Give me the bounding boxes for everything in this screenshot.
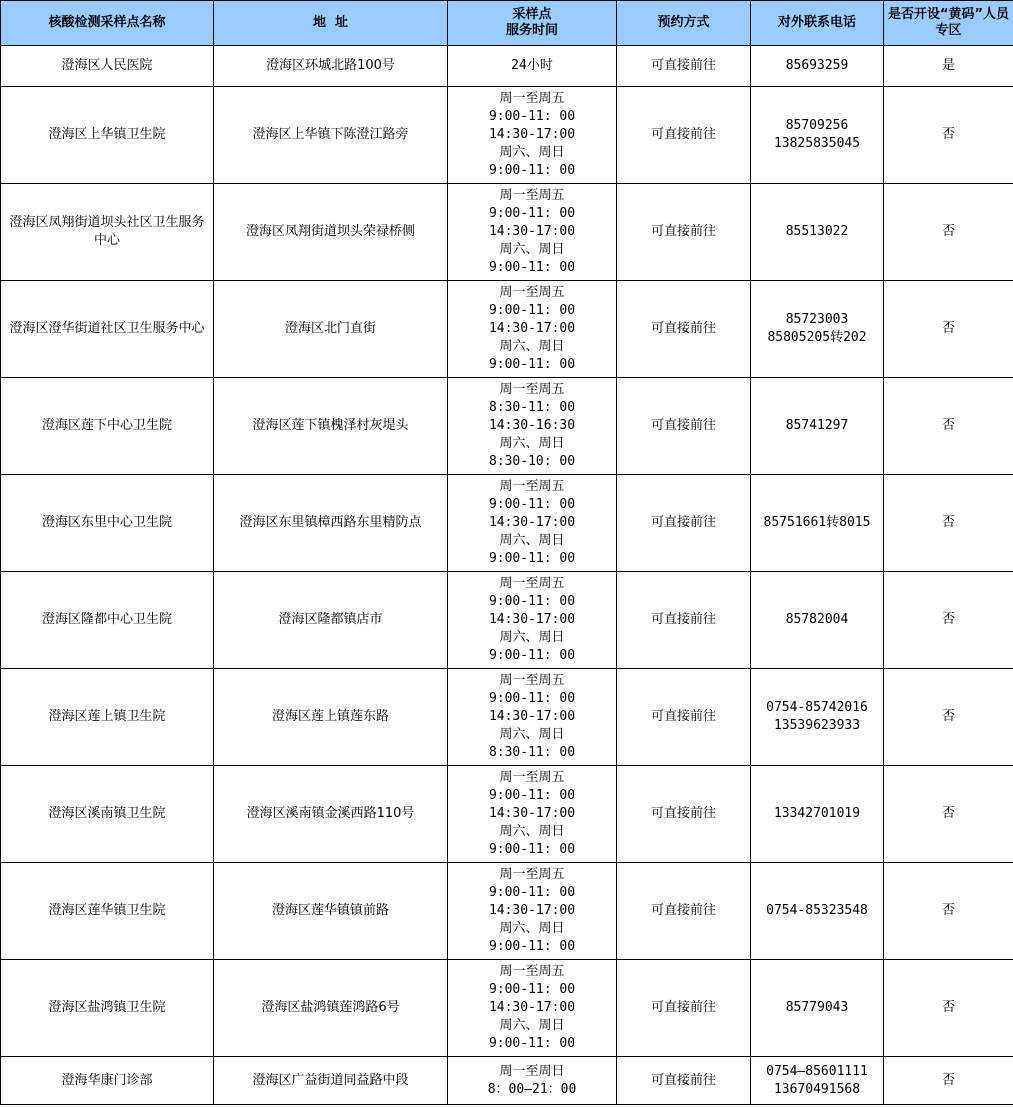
service-hours-cell [448,863,617,960]
header-address: 地 址 [214,1,448,46]
service-hours-line: 9:00-11: 00 [488,842,576,857]
table-row [1,1057,1013,1105]
header-yellow-code-zone: 是否开设“黄码”人员专区 [884,1,1013,46]
service-hours-line: 14:30-17:00 [488,806,576,821]
address-cell: 澄海区北门直街 [214,281,448,378]
table-body [1,46,1013,1105]
service-hours-line: 14:30-17:00 [488,321,576,336]
service-hours-line: 14:30-17:00 [488,903,576,918]
service-hours-line: 周一至周五 [499,867,565,882]
service-hours-line: 8:30-11: 00 [488,745,576,760]
yellow-code-zone-cell: 否 [884,378,1013,475]
service-hours-cell [448,87,617,184]
address-cell: 澄海区溪南镇金溪西路110号 [214,766,448,863]
phone-number: 85513022 [785,224,849,239]
site-name-cell: 澄海区盐鸿镇卫生院 [1,960,214,1057]
service-hours-line: 9:00-11: 00 [488,497,576,512]
service-hours-line: 9:00-11: 00 [488,109,576,124]
contact-phone-cell [751,960,884,1057]
booking-method-cell: 可直接前往 [617,378,751,475]
table-row [1,475,1013,572]
booking-method-cell: 可直接前往 [617,1057,751,1105]
address-cell: 澄海区环城北路100号 [214,46,448,87]
service-hours-cell [448,1057,617,1105]
service-hours-line: 周六、周日 [499,824,565,839]
service-hours-cell [448,46,617,87]
contact-phone-cell [751,1057,884,1105]
yellow-code-zone-cell: 否 [884,1057,1013,1105]
site-name-cell: 澄海区莲上镇卫生院 [1,669,214,766]
phone-number: 85779043 [785,1000,849,1015]
service-hours-line: 周六、周日 [499,242,565,257]
yellow-code-zone-cell: 否 [884,863,1013,960]
site-name-cell: 澄海区人民医院 [1,46,214,87]
yellow-code-zone-cell: 否 [884,572,1013,669]
header-booking-method: 预约方式 [617,1,751,46]
phone-number: 85723003 [785,312,849,327]
contact-phone-cell [751,281,884,378]
service-hours-line: 周六、周日 [499,339,565,354]
service-hours-cell [448,475,617,572]
phone-number: 85741297 [785,418,849,433]
service-hours-cell [448,572,617,669]
service-hours-line: 9:00-11: 00 [488,1036,576,1051]
phone-number: 0754-85742016 [766,700,868,715]
service-hours-line: 9:00-11: 00 [488,691,576,706]
table-row [1,766,1013,863]
header-site-name: 核酸检测采样点名称 [1,1,214,46]
yellow-code-zone-cell: 否 [884,669,1013,766]
phone-number: 0754-85323548 [766,903,868,918]
service-hours-line: 周一至周五 [499,770,565,785]
service-hours-cell [448,378,617,475]
service-hours-line: 9:00-11: 00 [488,357,576,372]
site-name-cell: 澄海区凤翔街道坝头社区卫生服务中心 [1,184,214,281]
address-cell: 澄海区盐鸿镇莲鸿路6号 [214,960,448,1057]
yellow-code-zone-cell: 否 [884,960,1013,1057]
yellow-code-zone-cell: 否 [884,475,1013,572]
address-cell: 澄海区莲华镇镇前路 [214,863,448,960]
booking-method-cell: 可直接前往 [617,863,751,960]
contact-phone-cell [751,863,884,960]
service-hours-line: 周一至周五 [499,91,565,106]
table-row [1,46,1013,87]
service-hours-line: 周一至周日 [499,1063,565,1079]
phone-number: 85693259 [785,58,849,73]
service-hours-line: 周一至周五 [499,188,565,203]
yellow-code-zone-cell: 是 [884,46,1013,87]
service-hours-line: 周六、周日 [499,630,565,645]
header-row [1,1,1013,46]
service-hours-line: 14:30-17:00 [488,224,576,239]
service-hours-line: 周六、周日 [499,436,565,451]
service-hours-line: 14:30-17:00 [488,709,576,724]
service-hours-line: 9:00-11: 00 [488,939,576,954]
table-row [1,87,1013,184]
service-hours-line: 周一至周五 [499,673,565,688]
service-hours-line: 周一至周五 [499,964,565,979]
service-hours-line: 周六、周日 [499,727,565,742]
service-hours-line: 周六、周日 [499,1018,565,1033]
yellow-code-zone-cell: 否 [884,184,1013,281]
site-name-cell: 澄海区莲华镇卫生院 [1,863,214,960]
service-hours-line: 9:00-11: 00 [488,885,576,900]
yellow-code-zone-cell: 否 [884,766,1013,863]
service-hours-line: 14:30-17:00 [488,612,576,627]
service-hours-line: 9:00-11: 00 [488,982,576,997]
contact-phone-cell [751,766,884,863]
table-row [1,281,1013,378]
service-hours-cell [448,960,617,1057]
contact-phone-cell [751,669,884,766]
yellow-code-zone-cell: 否 [884,87,1013,184]
contact-phone-cell [751,184,884,281]
service-hours-cell [448,184,617,281]
contact-phone-cell [751,46,884,87]
booking-method-cell: 可直接前往 [617,475,751,572]
service-hours-line: 周一至周五 [499,382,565,397]
service-hours-line: 9:00-11: 00 [488,303,576,318]
table-row [1,669,1013,766]
address-cell: 澄海区莲下镇槐泽村灰堤头 [214,378,448,475]
booking-method-cell: 可直接前往 [617,766,751,863]
service-hours-line: 8:30-10: 00 [488,454,576,469]
booking-method-cell: 可直接前往 [617,281,751,378]
service-hours-line: 9:00-11: 00 [488,594,576,609]
service-hours-line: 周一至周五 [499,576,565,591]
service-hours-cell [448,281,617,378]
address-cell: 澄海区东里镇樟西路东里精防点 [214,475,448,572]
phone-number: 13342701019 [773,806,861,821]
service-hours-cell [448,766,617,863]
phone-number: 13825835045 [773,136,861,151]
service-hours-line: 9:00-11: 00 [488,788,576,803]
booking-method-cell: 可直接前往 [617,572,751,669]
phone-number: 0754—85601111 [766,1063,868,1079]
address-cell: 澄海区凤翔街道坝头荣禄桥侧 [214,184,448,281]
address-cell: 澄海区莲上镇莲东路 [214,669,448,766]
contact-phone-cell [751,87,884,184]
service-hours-line: 8：00—21：00 [487,1081,577,1097]
phone-number: 85751661转8015 [763,515,871,530]
service-hours-line: 8:30-11: 00 [488,400,576,415]
site-name-cell: 澄海区隆都中心卫生院 [1,572,214,669]
booking-method-cell: 可直接前往 [617,87,751,184]
header-contact-phone: 对外联系电话 [751,1,884,46]
phone-number: 85709256 [785,118,849,133]
service-hours-line: 周一至周五 [499,285,565,300]
booking-method-cell: 可直接前往 [617,669,751,766]
service-hours-cell [448,669,617,766]
header-service-hours: 采样点 服务时间 [448,1,617,46]
address-cell: 澄海区广益街道同益路中段 [214,1057,448,1105]
service-hours-line: 周一至周五 [499,479,565,494]
booking-method-cell: 可直接前往 [617,46,751,87]
booking-method-cell: 可直接前往 [617,184,751,281]
service-hours-line: 24小时 [511,58,553,73]
phone-number: 85805205转202 [767,330,867,345]
table-row [1,378,1013,475]
address-cell: 澄海区隆都镇店市 [214,572,448,669]
site-name-cell: 澄海华康门诊部 [1,1057,214,1105]
phone-number: 13539623933 [773,718,861,733]
phone-number: 13670491568 [773,1081,861,1097]
service-hours-line: 周六、周日 [499,533,565,548]
service-hours-line: 14:30-17:00 [488,515,576,530]
contact-phone-cell [751,475,884,572]
table-row [1,572,1013,669]
contact-phone-cell [751,378,884,475]
service-hours-line: 14:30-16:30 [488,418,576,433]
service-hours-line: 14:30-17:00 [488,127,576,142]
service-hours-line: 周六、周日 [499,145,565,160]
service-hours-line: 周六、周日 [499,921,565,936]
phone-number: 85782004 [785,612,849,627]
table-row [1,184,1013,281]
service-hours-line: 9:00-11: 00 [488,206,576,221]
service-hours-line: 9:00-11: 00 [488,648,576,663]
booking-method-cell: 可直接前往 [617,960,751,1057]
table-row [1,960,1013,1057]
site-name-cell: 澄海区莲下中心卫生院 [1,378,214,475]
service-hours-line: 9:00-11: 00 [488,260,576,275]
service-hours-line: 9:00-11: 00 [488,163,576,178]
site-name-cell: 澄海区上华镇卫生院 [1,87,214,184]
yellow-code-zone-cell: 否 [884,281,1013,378]
service-hours-line: 14:30-17:00 [488,1000,576,1015]
table-row [1,863,1013,960]
contact-phone-cell [751,572,884,669]
site-name-cell: 澄海区溪南镇卫生院 [1,766,214,863]
site-name-cell: 澄海区东里中心卫生院 [1,475,214,572]
address-cell: 澄海区上华镇下陈澄江路旁 [214,87,448,184]
service-hours-line: 9:00-11: 00 [488,551,576,566]
site-name-cell: 澄海区澄华街道社区卫生服务中心 [1,281,214,378]
